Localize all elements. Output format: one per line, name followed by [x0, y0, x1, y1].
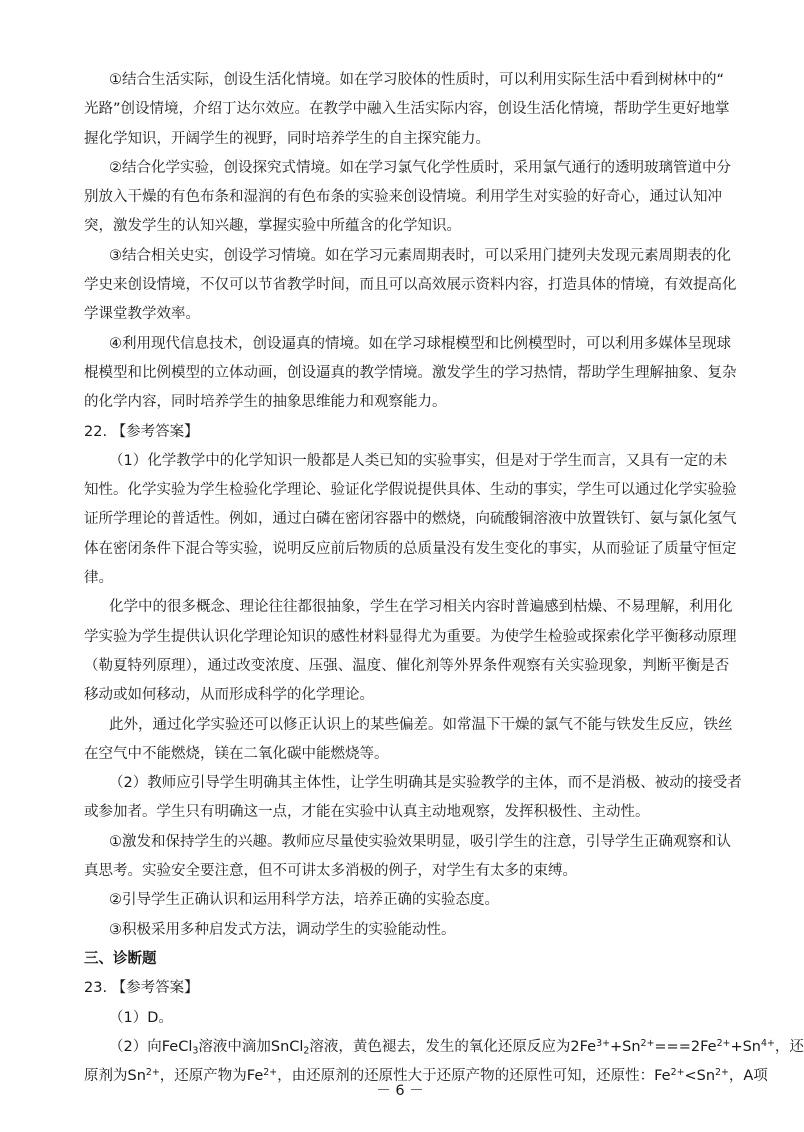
text-line: 在空气中不能燃烧，镁在二氧化碳中能燃烧等。 [84, 745, 389, 762]
text-line: 学实验为学生提供认识化学理论知识的感性材料显得尤为重要。为使学生检验或探索化学平衡移动原理 [84, 628, 737, 645]
text-span: ，还原产物为Fe [159, 1068, 264, 1085]
paragraph-interest [84, 828, 731, 887]
question-23-heading: 23. 【参考答案】 [84, 980, 199, 997]
text-span: ，还 [774, 1038, 804, 1055]
text-line: 此外，通过化学实验还可以修正认识上的某些偏差。如常温下干燥的氯气不能与铁发生反应，铁丝 [109, 716, 733, 733]
text-line: 光路”创设情境，介绍丁达尔效应。在教学中融入生活实际内容，创设生活化情境，帮助学生更好地掌 [84, 101, 730, 118]
text-line: 体在密闭条件下混合等实验，说明反应前后物质的总质量没有发生变化的事实，从而验证了质量守恒定 [84, 540, 737, 557]
page-body [84, 66, 804, 1091]
text-span: 溶液中滴加SnCl [198, 1038, 304, 1055]
subscript: 3 [192, 1045, 199, 1057]
paragraph-experiment-situation [84, 154, 731, 242]
text-line: 握化学知识，开阔学生的视野，同时培养学生的自主探究能力。 [84, 130, 490, 147]
superscript: 2+ [716, 1037, 731, 1049]
superscript: 3+ [596, 1037, 610, 1049]
text-line: （2）教师应引导学生明确其主体性，让学生明确其是实验教学的主体，而不是消极、被动的接受者 [109, 775, 742, 792]
text-line: ④利用现代信息技术，创设逼真的情境。如在学习球棍模型和比例模型时，可以利用多媒体呈现球 [109, 335, 731, 352]
text-line: 证所学理论的普适性。例如，通过白磷在密闭容器中的燃烧，向硫酸铜溶液中放置铁钉、氨与氯化氢气 [84, 511, 737, 528]
text-line: 或参加者。学生只有明确这一点，才能在实验中认真主动地观察，发挥积极性、主动性。 [84, 804, 650, 821]
superscript: 2+ [640, 1037, 655, 1049]
text-span: （2）向FeCl [109, 1038, 193, 1055]
paragraph-technology-situation [84, 330, 737, 418]
section-heading-diagnosis: 三、诊断题 [84, 950, 157, 967]
superscript: 4+ [760, 1037, 775, 1049]
text-line: 突，激发学生的认知兴趣，掌握实验中所蕴含的化学知识。 [84, 218, 461, 235]
text-line: 移动或如何移动，从而形成科学的化学理论。 [84, 687, 374, 704]
text-line: 学史来创设情境，不仅可以节省教学时间，而且可以高效展示资料内容，打造具体的情境，有效提高化 [84, 277, 737, 294]
text-span: ===2Fe [654, 1038, 717, 1055]
text-span: <Sn [684, 1068, 716, 1085]
text-line: ③结合相关史实，创设学习情境。如在学习元素周期表时，可以采用门捷列夫发现元素周期表的化 [109, 247, 731, 264]
paragraph-life-situation [84, 66, 730, 154]
text-span: +Sn [730, 1038, 761, 1055]
text-line: 学课堂教学效率。 [84, 306, 200, 323]
text-span: ，A项 [728, 1068, 768, 1085]
answer-23-part1: （1）D。 [109, 1009, 173, 1026]
question-22-heading: 22. 【参考答案】 [84, 423, 199, 440]
superscript: 2+ [263, 1066, 278, 1078]
text-line [84, 1033, 804, 1062]
text-line: 棍模型和比例模型的立体动画，创设逼真的教学情境。激发学生的学习热情，帮助学生理解抽象、复杂 [84, 364, 737, 381]
text-line: 别放入干燥的有色布条和湿润的有色布条的实验来创设情境。利用学生对实验的好奇心，通过认知冲 [84, 189, 722, 206]
text-span: ，由还原剂的还原性大于还原产物的还原性可知，还原性：Fe [277, 1068, 671, 1085]
text-line: （勒夏特列原理），通过改变浓度、压强、温度、催化剂等外界条件观察有关实验现象，判断平衡是否 [84, 657, 730, 674]
text-line: ①激发和保持学生的兴趣。教师应尽量使实验效果明显，吸引学生的注意，引导学生正确观察和认 [109, 833, 731, 850]
superscript: 2+ [670, 1066, 685, 1078]
page-number: － 6 － [376, 1083, 424, 1099]
text-line: （1）化学教学中的化学知识一般都是人类已知的实验事实，但是对于学生而言，又具有一定的未 [109, 452, 728, 469]
paragraph-heuristic-methods: ③积极采用多种启发式方法，调动学生的实验能动性。 [109, 921, 456, 938]
text-line: ②结合化学实验，创设探究式情境。如在学习氯气化学性质时，采用氯气通行的透明玻璃管道中分 [109, 159, 731, 176]
subscript: 2 [303, 1045, 310, 1057]
text-line: 知性。化学实验为学生检验化学理论、验证化学假说提供具体、生动的事实，学生可以通过化学实验验 [84, 482, 737, 499]
text-line: 的化学内容，同时培养学生的抽象思维能力和观察能力。 [84, 394, 447, 411]
text-line: 律。 [84, 570, 113, 587]
paragraph-answer-22-part1 [84, 447, 737, 593]
text-span: 溶液，黄色褪去，发生的氧化还原反应为2Fe [309, 1038, 597, 1055]
paragraph-answer-22-part2 [84, 769, 742, 828]
text-line: ①结合生活实际，创设生活化情境。如在学习胶体的性质时，可以利用实际生活中看到树林中的“ [109, 72, 725, 88]
superscript: 2+ [715, 1066, 729, 1078]
text-span: +Sn [609, 1038, 641, 1055]
paragraph-history-situation [84, 242, 737, 330]
text-line: 化学中的很多概念、理论往往都很抽象，学生在学习相关内容时普遍感到枯燥、不易理解，利用化 [109, 599, 733, 616]
superscript: 2+ [145, 1066, 160, 1078]
text-span: 原剂为Sn [84, 1068, 146, 1085]
text-line: 真思考。实验安全要注意，但不可讲太多消极的例子，对学生有太多的束缚。 [84, 863, 577, 880]
paragraph-scientific-method: ②引导学生正确认识和运用科学方法，培养正确的实验态度。 [109, 892, 499, 909]
paragraph-abstract-concepts [84, 593, 737, 710]
paragraph-correct-misconceptions [84, 711, 733, 770]
